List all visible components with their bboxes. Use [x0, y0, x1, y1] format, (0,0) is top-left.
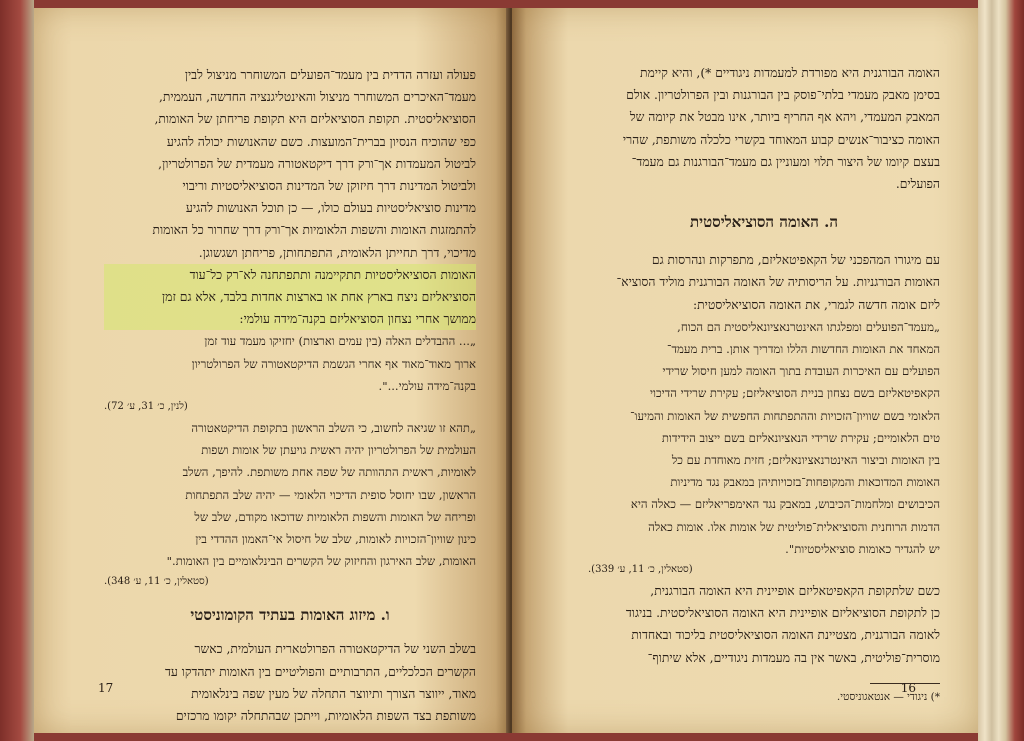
quote-line: הכיבושים ומלחמות־הכיבוש, במאבק נגד האימפריאליזם — כאלה היא: [630, 497, 940, 512]
right-source1: [588, 560, 940, 580]
book-cover-edge-left: [0, 0, 34, 741]
right-page: [512, 8, 980, 733]
text-line: כשם שלתקופת הקאפיטאליזם אופיינית היא האומה הבורגנית,: [650, 584, 940, 599]
source-citation: (לנין, כ׳ 31, ע׳ 72).: [104, 401, 188, 413]
left-para1: [104, 64, 476, 264]
right-page-text: [588, 62, 940, 706]
footnote: *) ניגודי — אנטאגוניסטי.: [836, 690, 940, 703]
section-heading: ו. מיזוג האומות בעתיד הקומוניסטי: [190, 606, 390, 625]
book-page-edges-right: [978, 0, 1024, 741]
quote-line: הראשון, שבו יחוסל סופית הדיכוי הלאומי — יהיה שלב התפתחות: [185, 487, 476, 502]
quote-line: האומות המדוכאות והמקופחות־בזכויותיהן במאבק נגד מדיניות: [670, 475, 940, 490]
left-para2-highlighted: [104, 264, 476, 331]
highlighted-line: הסוציאליזם ניצח בארץ אחת או בארצות אחדות בלבד, אלא גם זמן: [104, 286, 476, 308]
highlighted-line: האומות הסוציאליסטיות תתקיימנה ותתפתחנה לא־רק כל־עוד: [104, 264, 476, 286]
quote-line: ופריחה של האומות והשפות הלאומיות שדוכאו מקודם, שלב של: [194, 509, 476, 524]
quote-line: הפועלים עם האיכרות העובדת בתוך האומה למען חיסול שרידי: [662, 364, 940, 379]
quote-line: הדמות הרוחנית והסוציאלית־פוליטית של אומות אלו. אומות כאלה: [648, 519, 940, 534]
quote-line: ארוך מאוד־מאוד אף אחרי הגשמת הדיקטאטורה של הפרולטריון: [191, 356, 476, 371]
text-line: ליזם אומה חדשה לגמרי, את האומה הסוציאליסטית:: [692, 297, 940, 312]
quote-line: העולמית של הפרולטריון יהיה ראשית גויעתן של אומות ושפות: [201, 443, 476, 458]
text-line: הקשרים הכלכליים, התרבותיים והפוליטיים בין האומות יתהדקו עד: [164, 664, 476, 679]
text-line: האומות הבורגניות. על הריסותיה של האומה הבורגנית מוליד הסוציא־: [616, 275, 940, 290]
left-source2: [104, 572, 476, 592]
quote-line: האומות, שלב האירגון והחיזוק של הקשרים הבינלאומיים בין האומות.": [166, 554, 476, 569]
source-citation: (סטאלין, כ׳ 11, ע׳ 339).: [588, 564, 693, 576]
text-line: לאומה הבורגנית, מצטיינת האומה הסוציאליסטית בליכוד ובאחדות: [631, 628, 940, 643]
quote-line: הקאפיטאליזם בשם נצחון בניית הסוציאליזם; עקירת שרידי הדיכוי: [649, 386, 940, 401]
left-para3: [104, 638, 476, 727]
quote-line: בקנה־מידה עולמי...".: [378, 378, 476, 393]
left-source1: [104, 397, 476, 417]
text-line: האומה הבורגנית היא מפורדת למעמדות ניגודיים *), והיא קיימת: [639, 66, 940, 80]
left-page-text: [104, 64, 476, 727]
text-line: לביטול המעמדות אך־ורק דרך דיקטאטורה מעמדית של הפרולטריון,: [158, 156, 476, 171]
text-line: הסוציאליסטית. תקופת הסוציאליזם היא תקופת פריחתן של האומות,: [154, 112, 476, 127]
right-para2: [588, 249, 940, 316]
source-citation: (סטאלין, כ׳ 11, ע׳ 348).: [104, 576, 209, 588]
text-line: מוסרית־פוליטית, באשר אין בה מעמדות ניגודיים, אלא שיתוף־: [647, 650, 940, 665]
text-line: בעצם קיומו של היצור תלוי ומעוניין גם מעמד־הבורגנות גם מעמד־: [631, 154, 940, 169]
right-quote1: [588, 316, 940, 560]
text-line: בשלב השני של הדיקטאטורה הפרולטארית העולמית, כאשר: [194, 642, 476, 657]
quote-line: הלאומי בשם שוויון־הזכויות וההתפתחות החפשית של האומות והמיעו־: [630, 408, 940, 423]
page-number: 16: [900, 681, 916, 695]
section-heading: ה. האומה הסוציאליסטית: [690, 213, 838, 232]
text-line: פעולה ועזרה הדדית בין מעמד־הפועלים המשוחרר מניצול לבין: [184, 68, 476, 82]
text-line: האומה כציבור־אנשים קבוע המאוחד בקשרי כלכלה משותפת, שהרי: [622, 132, 940, 147]
quote-line: יש להגדיר כאומות סוציאליסטיות".: [785, 541, 940, 556]
text-line: ולביטול המדינות דרך חיזוקן של המדינות הסוציאליסטיות וריבוי: [182, 179, 476, 194]
right-para3: [588, 580, 940, 669]
text-line: הפועלים.: [895, 177, 940, 192]
text-line: מעמד־האיכרים המשוחרר מניצול והאינטליגנציה החדשה, העממית,: [159, 90, 476, 105]
right-para1: [588, 62, 940, 195]
quote-line: „תהא זו שגיאה לחשוב, כי השלב הראשון בתקופת הדיקטאטורה: [191, 421, 476, 436]
text-line: המאבק המעמדי, ויהא אף החריף ביותר, אינו מבטל את קיומה של: [629, 110, 940, 125]
quote-line: המאחד את האומות החדשות הללו ומדריך אותן. ברית מעמד־: [667, 342, 940, 357]
quote-line: „מעמד־הפועלים ומפלגתו האינטרנאציונאליסטית הם הכוח,: [677, 319, 940, 334]
quote-line: לאומיות, ראשית התהוותה של שפה אחת משותפת. להיפך, השלב: [182, 465, 476, 480]
text-line: מדיכוי, דרך תחייתן הלאומית, התפתחותן, פריחתן ושגשוגן.: [198, 245, 476, 260]
quote-line: טים הלאומיים; עקירת שרידי הנאציונאליזם בשם ייצוב הידידות: [661, 430, 940, 445]
text-line: כפי שהוכיח הנסיון בברית־המועצות. כשם שהאנושות יכולה להגיע: [166, 134, 476, 149]
quote-line: „... ההבדלים האלה (בין עמים וארצות) יחזיקו מעמד עוד זמן: [204, 334, 476, 349]
text-line: מאוד, ייווצר הצורך ותיווצר התחלה של מעין שפה בינלאומית: [191, 686, 476, 701]
left-page: [34, 8, 510, 733]
text-line: עם מיגורו המהפכני של הקאפיטאליזם, מתפרקות ונהרסות גם: [651, 253, 940, 268]
text-line: מדינות סוציאליסטיות בעולם כולו, — כן תוכל האנושות להגיע: [185, 201, 476, 216]
text-line: בסימן מאבק מעמדי בלתי־פוסק בין הבורגנות ובין הפרולטריון. אולם: [626, 88, 940, 103]
page-number: 17: [98, 681, 114, 695]
highlighted-line: ממושך אחרי נצחון הסוציאליזם בקנה־מידה עולמי:: [104, 308, 476, 330]
text-line: להתמזגות האומות והשפות הלאומיות אך־ורק דרך שחרור כל האומות: [152, 223, 476, 238]
left-quote2: [104, 417, 476, 572]
text-line: משותפת בצד השפות הלאומיות, וייתכן שבהתחלה יקומו מרכזים: [175, 709, 476, 724]
left-quote1: [104, 330, 476, 397]
quote-line: כינון שוויון־הזכויות לאומות, שלב של חיסול אי־האמון ההדדי בין: [195, 532, 476, 547]
quote-line: בין האומות וביצור האינטרנאציונאליזם; חזית מאוחדת עם כל: [671, 453, 940, 468]
text-line: כן לתקופת הסוציאליזם אופיינית היא האומה הסוציאליסטית. בניגוד: [625, 606, 940, 621]
